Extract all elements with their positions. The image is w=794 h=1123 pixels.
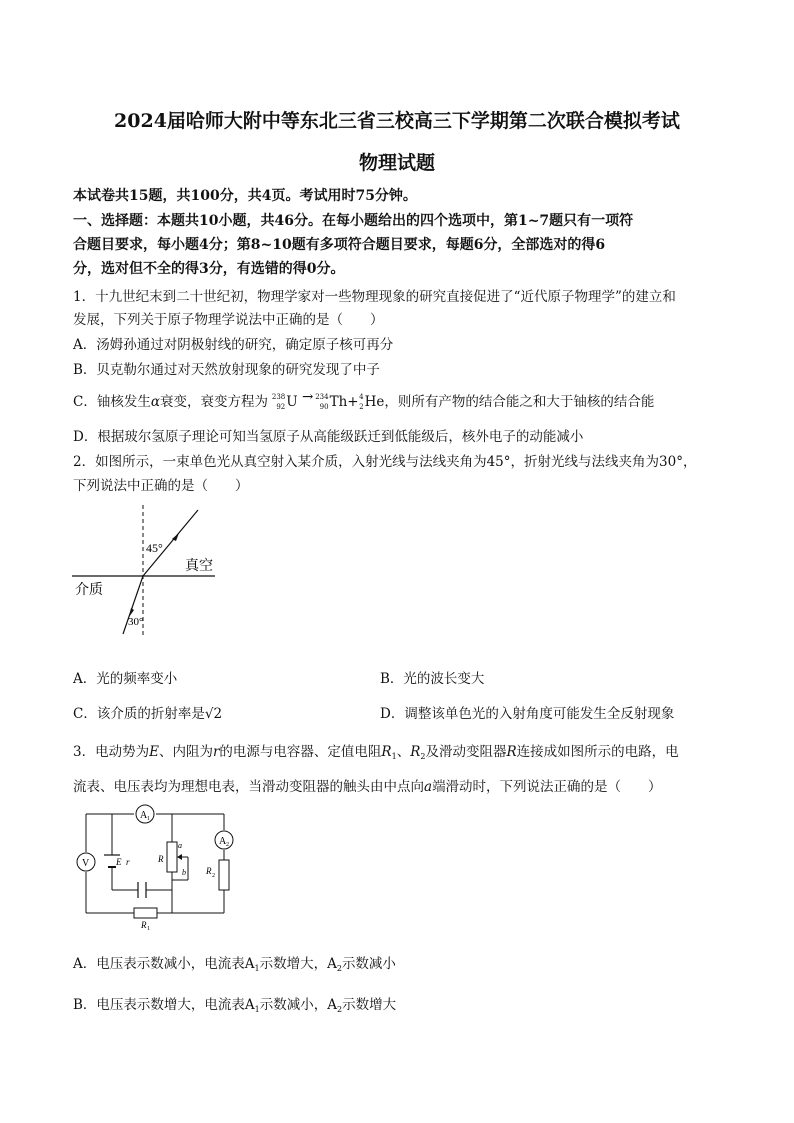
- circuit-diagram: [72, 800, 242, 930]
- medium-label: 介质: [75, 583, 103, 598]
- v-letter: V: [82, 858, 90, 869]
- q2-stem-line-2: 下列说法中正确的是（ ）: [73, 478, 249, 494]
- r1-subscript: 1: [391, 752, 397, 761]
- r1-symbol: R: [381, 744, 392, 760]
- r1-label: R: [141, 920, 147, 930]
- a1-sub: 1: [147, 816, 150, 822]
- q1-option-a: A．汤姆孙通过对阴极射线的研究，确定原子核可再分: [73, 337, 394, 353]
- alpha-symbol: α: [150, 394, 160, 410]
- q1-option-c: [73, 390, 654, 410]
- refracted-angle-label: 30°: [128, 616, 144, 628]
- q3-option-a-text-1: A．电压表示数减小，电流表: [73, 956, 245, 972]
- section-instructions-line-3: 分，选对但不全的得3分，有选错的得0分。: [73, 261, 345, 277]
- q1-stem-line-2: 发展，下列关于原子物理学说法中正确的是（ ）: [73, 312, 384, 328]
- internal-resistance-symbol: r: [212, 744, 220, 760]
- q1-option-b: B．贝克勒尔通过对天然放射现象的研究发现了中子: [73, 362, 380, 378]
- e-label: E: [116, 857, 122, 867]
- he-atomic-number: 2: [359, 402, 364, 411]
- q3-stem-text-8: 端滑动时，下列说法正确的是（ ）: [432, 779, 662, 795]
- q3-option-a-text-2: 示数增大，: [259, 956, 328, 972]
- q3-stem-text-3: 的电源与电容器、定值电阻: [219, 744, 382, 760]
- u-atomic-number: 92: [276, 402, 286, 411]
- q2-option-b: B．光的波长变大: [380, 671, 485, 687]
- rheostat-resistor: [167, 842, 177, 872]
- q3-option-a-text-3: 示数减小: [341, 956, 396, 972]
- q3-option-a-a2-sub: 2: [336, 964, 342, 973]
- rheostat-label: R: [158, 854, 164, 864]
- emf-symbol: E: [149, 744, 159, 760]
- decay-equation: [271, 389, 385, 411]
- r1-resistor: [134, 908, 157, 918]
- q3-option-a-a2: A: [327, 956, 337, 972]
- q1-option-d: D．根据玻尔氢原子理论可知当氢原子从高能级跃迁到低能级后，核外电子的动能减小: [73, 429, 584, 445]
- q3-option-a: [73, 952, 396, 973]
- q2-option-c: [73, 702, 222, 722]
- refraction-diagram: [70, 500, 230, 645]
- r1-label-sub: 1: [147, 926, 150, 930]
- exam-title: 2024届哈师大附中等东北三省三校高三下学期第二次联合模拟考试: [114, 110, 680, 132]
- q3-option-a-a1-sub: 1: [254, 964, 260, 973]
- r-label: r: [126, 857, 130, 867]
- r2-subscript: 2: [420, 752, 426, 761]
- q2-option-a: A．光的频率变小: [73, 671, 178, 687]
- plus-symbol: +: [347, 394, 359, 410]
- q3-stem-text-5: 及滑动变阻器: [425, 744, 507, 760]
- th-symbol: Th: [329, 394, 348, 410]
- a2-sub: 2: [226, 842, 229, 848]
- rheostat-symbol: R: [506, 744, 517, 760]
- section-instructions-line-1: 一、选择题：本题共10小题，共46分。在每小题给出的四个选项中，第1~7题只有一项符: [73, 213, 634, 229]
- u-symbol: U: [286, 394, 298, 410]
- r2-label: R: [206, 866, 212, 876]
- a1-letter: A: [140, 810, 148, 821]
- q3-option-b-a2-sub: 2: [337, 1005, 343, 1014]
- q3-option-a-a1: A: [244, 956, 255, 972]
- r2-label-sub: 2: [212, 873, 215, 879]
- q3-option-b-text-1: B．电压表示数增大，电流表: [73, 997, 245, 1013]
- section-instructions-line-2: 合题目要求，每小题4分；第8~10题有多项符合题目要求，每题6分，全部选对的得6: [73, 237, 606, 253]
- he-symbol: He: [364, 394, 385, 410]
- q3-option-b-a1: A: [244, 997, 255, 1013]
- q1-option-c-suffix: ，则所有产物的结合能之和大于铀核的结合能: [384, 394, 655, 410]
- exam-subtitle: 物理试题: [358, 152, 435, 174]
- q3-stem-line-1: [73, 740, 679, 761]
- incident-angle-label: 45°: [146, 541, 163, 555]
- terminal-a-symbol: a: [424, 779, 433, 795]
- q3-stem-line-2: [73, 775, 662, 795]
- q3-option-b-text-3: 示数增大: [342, 997, 397, 1013]
- q3-option-b: [73, 993, 396, 1014]
- q3-stem-text-4: 、: [396, 744, 411, 760]
- he-mass-number: 4: [359, 392, 364, 401]
- q3-stem-text-2: 、内阻为: [158, 744, 213, 760]
- q3-stem-text-1: 3．电动势为: [73, 744, 150, 760]
- q3-option-b-text-2: 示数减小，: [259, 997, 328, 1013]
- q1-option-c-mid: 衰变，衰变方程为: [159, 394, 268, 410]
- th-mass-number: 234: [315, 392, 329, 401]
- q3-option-b-a1-sub: 1: [254, 1005, 260, 1014]
- sqrt-two: √2: [204, 706, 223, 722]
- q3-stem-text-7: 流表、电压表均为理想电表，当滑动变阻器的触头由中点向: [73, 779, 424, 795]
- q2-stem-line-1: 2．如图所示，一束单色光从真空射入某介质，入射光线与法线夹角为45°，折射光线与法线夹角为30°，: [73, 454, 697, 470]
- q3-option-b-a2: A: [327, 997, 338, 1013]
- terminal-a-label: a: [178, 841, 182, 850]
- q2-option-c-text: C．该介质的折射率是: [73, 706, 205, 722]
- vacuum-label: 真空: [185, 559, 213, 574]
- r2-resistor: [219, 860, 229, 890]
- terminal-b-label: b: [182, 868, 186, 877]
- q1-stem-line-1: 1．十九世纪末到二十世纪初，物理学家对一些物理现象的研究直接促进了“近代原子物理学”的建立和: [73, 289, 676, 305]
- a2-letter: A: [219, 836, 227, 847]
- rheostat-slider-arrow: [177, 854, 182, 860]
- q2-option-d: D．调整该单色光的入射角度可能发生全反射现象: [380, 706, 675, 722]
- u-mass-number: 238: [271, 392, 286, 401]
- th-atomic-number: 90: [319, 402, 329, 411]
- r2-symbol: R: [410, 744, 421, 760]
- q3-stem-text-6: 连接成如图所示的电路，电: [516, 744, 679, 760]
- arrow-symbol: →: [301, 389, 314, 405]
- q1-option-c-prefix: C．铀核发生: [73, 394, 151, 410]
- exam-info: 本试卷共15题，共100分，共4页。考试用时75分钟。: [73, 188, 417, 204]
